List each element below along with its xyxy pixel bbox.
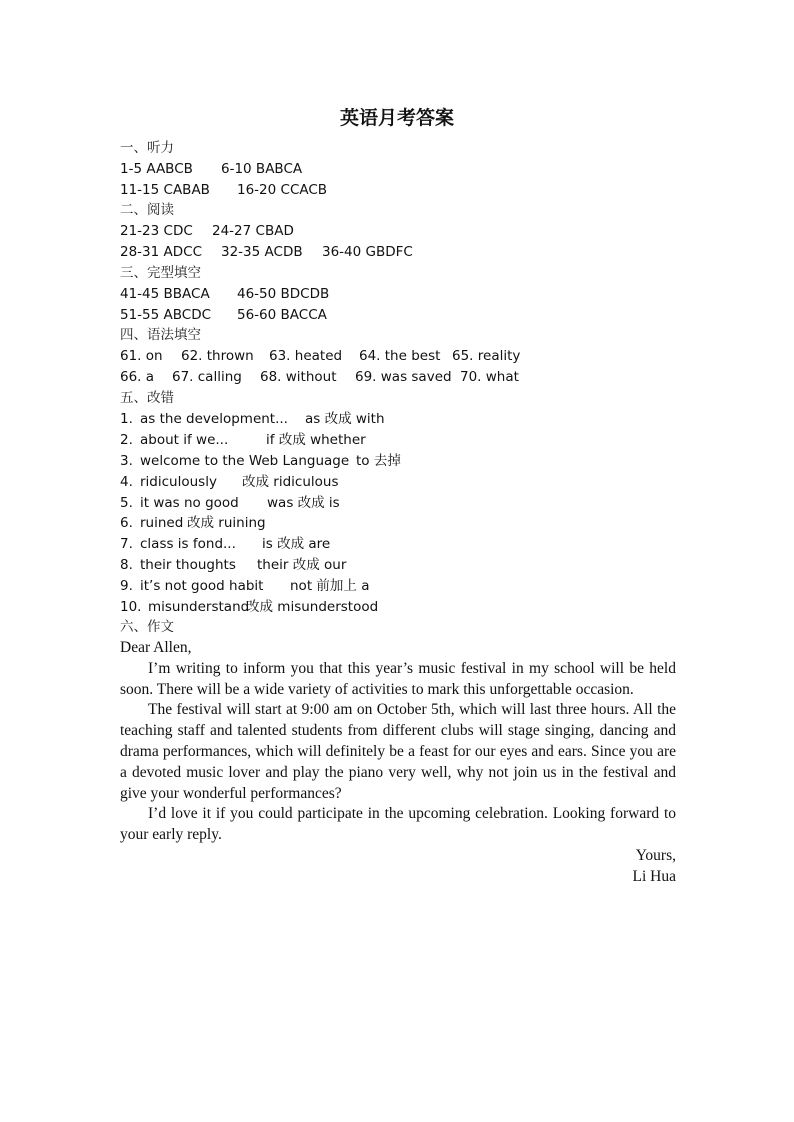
answer-item: 69. was saved xyxy=(355,369,452,385)
item-number: 8. xyxy=(120,557,133,573)
correction-item xyxy=(120,494,340,512)
item-number: 4. xyxy=(120,474,133,490)
answer-item: 62. thrown xyxy=(181,348,254,364)
item-number: 7. xyxy=(120,536,133,552)
essay-paragraph: I’m writing to inform you that this year’s music festival in my school will be held soon. There will be a wide variety of activities to mark this unforgettable occasion. xyxy=(120,659,676,698)
answer-group: 41-45 BBACA xyxy=(120,286,210,302)
section-heading-cloze: 三、完型填空 xyxy=(120,265,201,281)
item-number: 3. xyxy=(120,453,133,469)
correction-item xyxy=(120,452,401,470)
answer-row xyxy=(120,160,302,178)
original-text: misunderstand xyxy=(148,599,250,615)
correction-text: if 改成 whether xyxy=(266,432,366,448)
answer-item: 67. calling xyxy=(172,369,242,385)
answer-item: 70. what xyxy=(460,369,519,385)
original-text: as the development... xyxy=(140,411,288,427)
correction-text: to 去掉 xyxy=(356,453,401,469)
answer-group: 36-40 GBDFC xyxy=(322,244,413,260)
correction-item xyxy=(120,473,339,491)
correction-item xyxy=(120,556,346,574)
correction-item xyxy=(120,577,369,595)
answer-group: 32-35 ACDB xyxy=(221,244,303,260)
item-number: 10. xyxy=(120,599,142,615)
original-text: it’s not good habit xyxy=(140,578,264,594)
answer-row xyxy=(120,243,413,261)
correction-text: was 改成 is xyxy=(267,495,340,511)
correction-text: 改成 misunderstood xyxy=(246,599,379,615)
original-text: about if we... xyxy=(140,432,229,448)
correction-text: not 前加上 a xyxy=(290,578,370,594)
essay-paragraph: I’d love it if you could participate in the upcoming celebration. Looking forward to your early reply. xyxy=(120,805,676,844)
correction-item xyxy=(120,410,385,428)
answer-group: 11-15 CABAB xyxy=(120,182,210,198)
original-text: their thoughts xyxy=(140,557,236,573)
essay-greeting: Dear Allen, xyxy=(120,639,192,656)
section-heading-listening: 一、听力 xyxy=(120,140,174,156)
answer-group: 6-10 BABCA xyxy=(221,161,303,177)
original-text: class is fond... xyxy=(140,536,236,552)
section-heading-reading: 二、阅读 xyxy=(120,202,174,218)
answer-group: 16-20 CCACB xyxy=(237,182,328,198)
correction-item xyxy=(120,535,330,553)
answer-row xyxy=(120,285,329,303)
answer-row xyxy=(120,347,520,365)
original-text: ruined xyxy=(140,515,184,531)
correction-text: their 改成 our xyxy=(257,557,347,573)
page-title: 英语月考答案 xyxy=(339,107,454,129)
answer-item: 66. a xyxy=(120,369,155,385)
correction-item xyxy=(120,431,366,449)
answer-row xyxy=(120,181,327,199)
essay xyxy=(120,638,676,888)
answer-group: 51-55 ABCDC xyxy=(120,307,212,323)
section-heading-writing: 六、作文 xyxy=(120,619,174,635)
answer-group: 46-50 BDCDB xyxy=(237,286,330,302)
answer-item: 63. heated xyxy=(269,348,343,364)
answer-group: 21-23 CDC xyxy=(120,223,193,239)
original-text: welcome to the Web Language xyxy=(140,453,350,469)
answer-item: 68. without xyxy=(260,369,337,385)
essay-signature: Li Hua xyxy=(632,867,676,885)
section-heading-correction: 五、改错 xyxy=(120,390,174,406)
item-number: 5. xyxy=(120,495,133,511)
answer-row xyxy=(120,222,294,240)
correction-item xyxy=(120,598,378,616)
answer-item: 61. on xyxy=(120,348,163,364)
answer-group: 24-27 CBAD xyxy=(212,223,294,239)
essay-paragraph: The festival will start at 9:00 am on October 5th, which will last three hours. All the teaching staff and talented students from different clubs will stage singing, dancing and drama performances, which will definitely be a feast for our eyes and ears. Since you are a devoted music lover and play the piano very well, why not join us in the festival and give your wonderful performances? xyxy=(120,701,676,802)
answer-row xyxy=(120,306,327,324)
item-number: 9. xyxy=(120,578,133,594)
item-number: 1. xyxy=(120,411,133,427)
correction-text: 改成 ridiculous xyxy=(242,474,339,490)
item-number: 2. xyxy=(120,432,133,448)
answer-group: 28-31 ADCC xyxy=(120,244,203,260)
essay-closing: Yours, xyxy=(635,846,676,864)
correction-text: as 改成 with xyxy=(305,411,385,427)
correction-text: is 改成 are xyxy=(262,536,331,552)
answer-group: 56-60 BACCA xyxy=(237,307,327,323)
original-text: it was no good xyxy=(140,495,239,511)
answer-row xyxy=(120,368,519,386)
item-number: 6. xyxy=(120,515,133,531)
answer-group: 1-5 AABCB xyxy=(120,161,193,177)
answer-item: 64. the best xyxy=(359,348,441,364)
correction-text: 改成 ruining xyxy=(187,515,266,531)
correction-item xyxy=(120,514,266,532)
section-heading-grammar: 四、语法填空 xyxy=(120,327,201,343)
original-text: ridiculously xyxy=(140,474,217,490)
answer-item: 65. reality xyxy=(452,348,521,364)
